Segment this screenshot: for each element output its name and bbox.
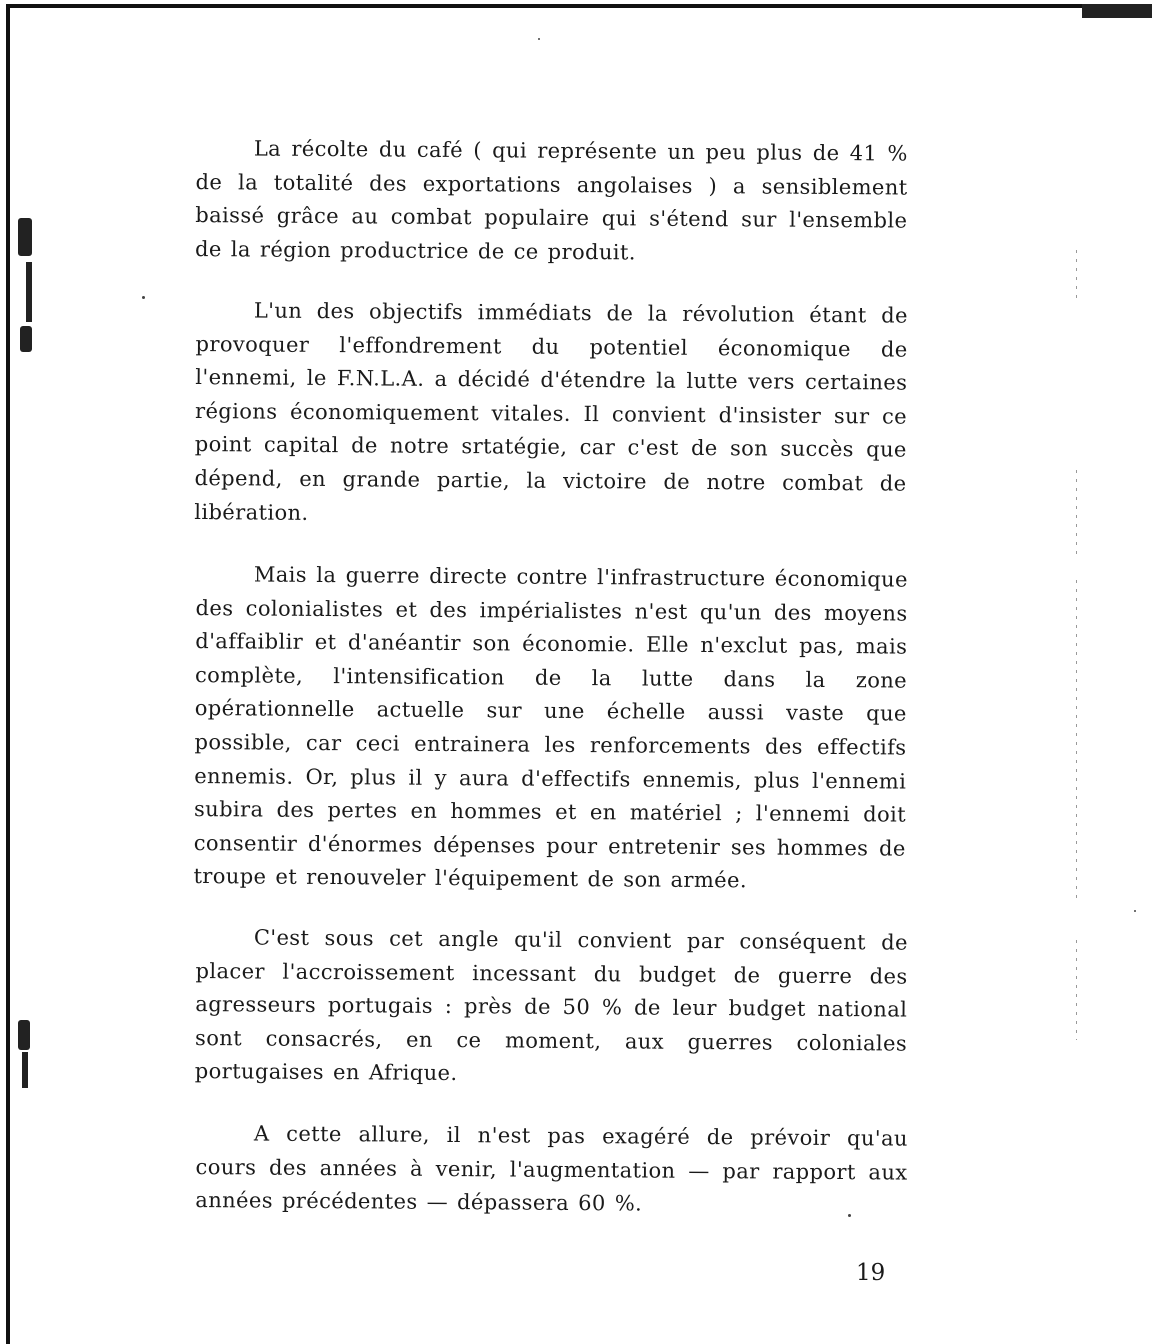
paragraph: C'est sous cet angle qu'il convient par conséquent de placer l'accroissement incessant du budget de guerre des agresseurs portugais : près de 50 % de leur budget national sont consacrés, en ce moment, aux guerres coloniales portugaises en Afrique.: [194, 925, 908, 1086]
paragraph: La récolte du café ( qui représente un peu plus de 41 % de la totalité des exportations angolaises ) a sensiblement baissé grâce au combat populaire qui s'étend sur l'ensemble de la région productrice de ce produit.: [194, 136, 908, 265]
scan-artifact-line: [1076, 940, 1077, 1040]
scan-border-top: [6, 4, 1152, 8]
binding-mark: [18, 218, 32, 256]
binding-mark: [20, 326, 32, 352]
scan-artifact-line: [1076, 580, 1077, 900]
body-text: [193, 132, 908, 1246]
binding-mark: [26, 262, 32, 322]
scan-artifact-line: [1076, 250, 1077, 300]
scan-speck: [1134, 910, 1136, 912]
paragraph: Mais la guerre directe contre l'infrastructure économique des colonialistes et des impérialistes n'est qu'un des moyens d'affaiblir et d'anéantir son économie. Elle n'exclut pas, mais complète, l'intensification de la lutte dans la zone opérationnelle actuelle sur une échelle aussi vaste que possible, car ceci entrainera les renforcements des effectifs ennemis. Or, plus il y aura d'effectifs ennemis, plus l'ennemi subira des pertes en hommes et en matériel ; l'ennemi doit consentir d'énormes dépenses pour entretenir ses hommes de troupe et renouveler l'équipement de son armée.: [193, 561, 908, 893]
scan-border-left: [6, 4, 10, 1344]
page-number: 19: [856, 1260, 886, 1286]
paragraph: L'un des objectifs immédiats de la révolution étant de provoquer l'effondrement du potentiel économique de l'ennemi, le F.N.L.A. a décidé d'étendre la lutte vers certaines régions économiquement vitales. Il convient d'insister sur ce point capital de notre srtatégie, car c'est de son succès que dépend, en grande partie, la victoire de notre combat de libération.: [194, 298, 908, 525]
binding-mark: [18, 1020, 30, 1050]
scan-artifact-line: [1076, 470, 1077, 560]
scan-border-corner: [1082, 4, 1152, 18]
binding-mark: [22, 1052, 28, 1088]
scan-speck: [538, 38, 540, 40]
paragraph: A cette allure, il n'est pas exagéré de prévoir qu'au cours des années à venir, l'augmentation — par rapport aux années précédentes — dépassera 60 %.: [195, 1121, 908, 1217]
scan-speck: [142, 296, 145, 299]
